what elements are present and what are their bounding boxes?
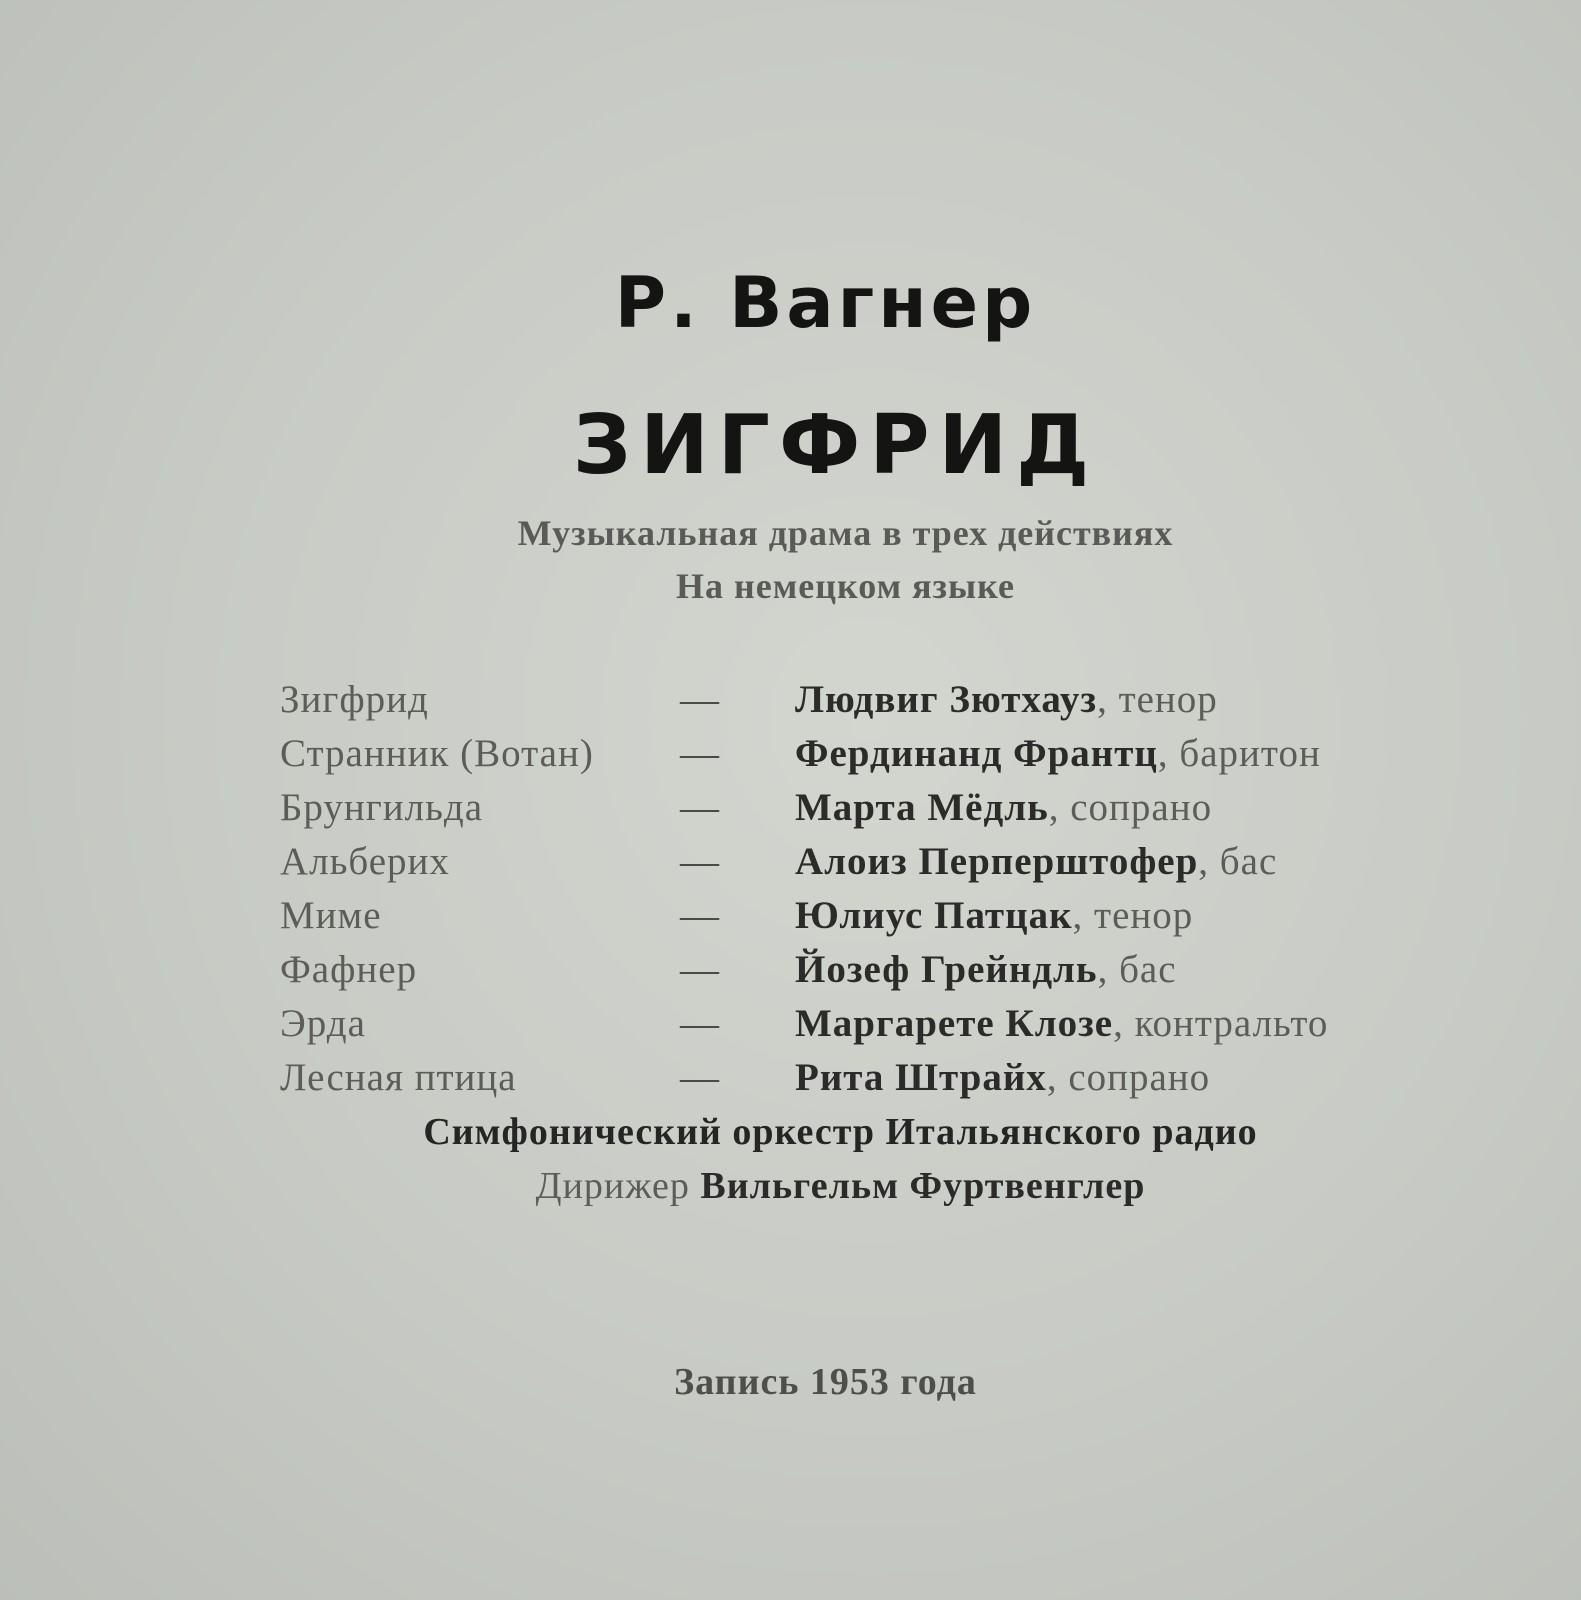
cast-dash: — xyxy=(680,678,719,721)
cast-role: Альберих xyxy=(280,840,450,883)
singer-voice: , контральто xyxy=(1113,1002,1329,1045)
singer-voice: , тенор xyxy=(1072,894,1194,937)
language-note: На немецком языке xyxy=(676,566,1015,606)
singer-name: Юлиус Патцак xyxy=(795,894,1073,937)
singer-name: Рита Штрайх xyxy=(795,1056,1047,1099)
composer-name: Р. Вагнер xyxy=(614,262,1037,344)
cast-dash: — xyxy=(680,1056,719,1099)
cast-singer xyxy=(795,785,1212,830)
cast-singer xyxy=(795,1001,1328,1046)
conductor-label: Дирижер xyxy=(535,1165,701,1207)
singer-name: Йозеф Грейндль xyxy=(795,948,1098,991)
singer-voice: , сопрано xyxy=(1048,786,1213,829)
conductor-credit xyxy=(0,1164,1581,1208)
recording-year: Запись 1953 года xyxy=(674,1361,977,1403)
cast-role: Странник (Вотан) xyxy=(280,732,594,775)
cast-row xyxy=(280,1055,1480,1109)
orchestra-credit: Симфонический оркестр Итальянского радио xyxy=(423,1111,1258,1153)
cast-row xyxy=(280,947,1480,1001)
cast-dash: — xyxy=(680,948,719,991)
singer-voice: , баритон xyxy=(1157,732,1321,775)
cast-singer xyxy=(795,731,1321,776)
singer-voice: , сопрано xyxy=(1046,1056,1211,1099)
singer-name: Марта Мёдль xyxy=(795,786,1049,829)
singer-voice: , бас xyxy=(1198,840,1278,883)
cast-singer xyxy=(795,1055,1210,1100)
cast-list xyxy=(280,677,1480,1109)
cast-singer xyxy=(795,839,1277,884)
cast-row xyxy=(280,1001,1480,1055)
cast-singer xyxy=(795,893,1193,938)
cast-role: Брунгильда xyxy=(280,786,484,829)
cast-dash: — xyxy=(680,840,719,883)
cast-role: Фафнер xyxy=(280,948,418,991)
cast-row xyxy=(280,731,1480,785)
singer-voice: , тенор xyxy=(1097,678,1218,721)
singer-name: Людвиг Зютхауз xyxy=(795,678,1098,721)
cast-role: Лесная птица xyxy=(280,1056,517,1099)
cast-singer xyxy=(795,947,1177,992)
cast-row xyxy=(280,677,1480,731)
opera-title: ЗИГФРИД xyxy=(572,398,1099,493)
cast-dash: — xyxy=(680,786,719,829)
cast-dash: — xyxy=(680,894,719,937)
cast-row xyxy=(280,785,1480,839)
conductor-name: Вильгельм Фуртвенглер xyxy=(700,1165,1146,1207)
singer-name: Алоиз Перперштофер xyxy=(795,840,1199,883)
cast-dash: — xyxy=(680,732,719,775)
singer-name: Фердинанд Франтц xyxy=(795,732,1158,775)
cast-singer xyxy=(795,677,1218,722)
opera-subtitle: Музыкальная драма в трех действиях xyxy=(517,513,1174,553)
cast-role: Эрда xyxy=(280,1002,366,1045)
singer-voice: , бас xyxy=(1097,948,1177,991)
cast-row xyxy=(280,893,1480,947)
cast-role: Миме xyxy=(280,894,382,937)
cast-role: Зигфрид xyxy=(280,678,429,721)
cast-dash: — xyxy=(680,1002,719,1045)
singer-name: Маргарете Клозе xyxy=(795,1002,1114,1045)
cast-row xyxy=(280,839,1480,893)
